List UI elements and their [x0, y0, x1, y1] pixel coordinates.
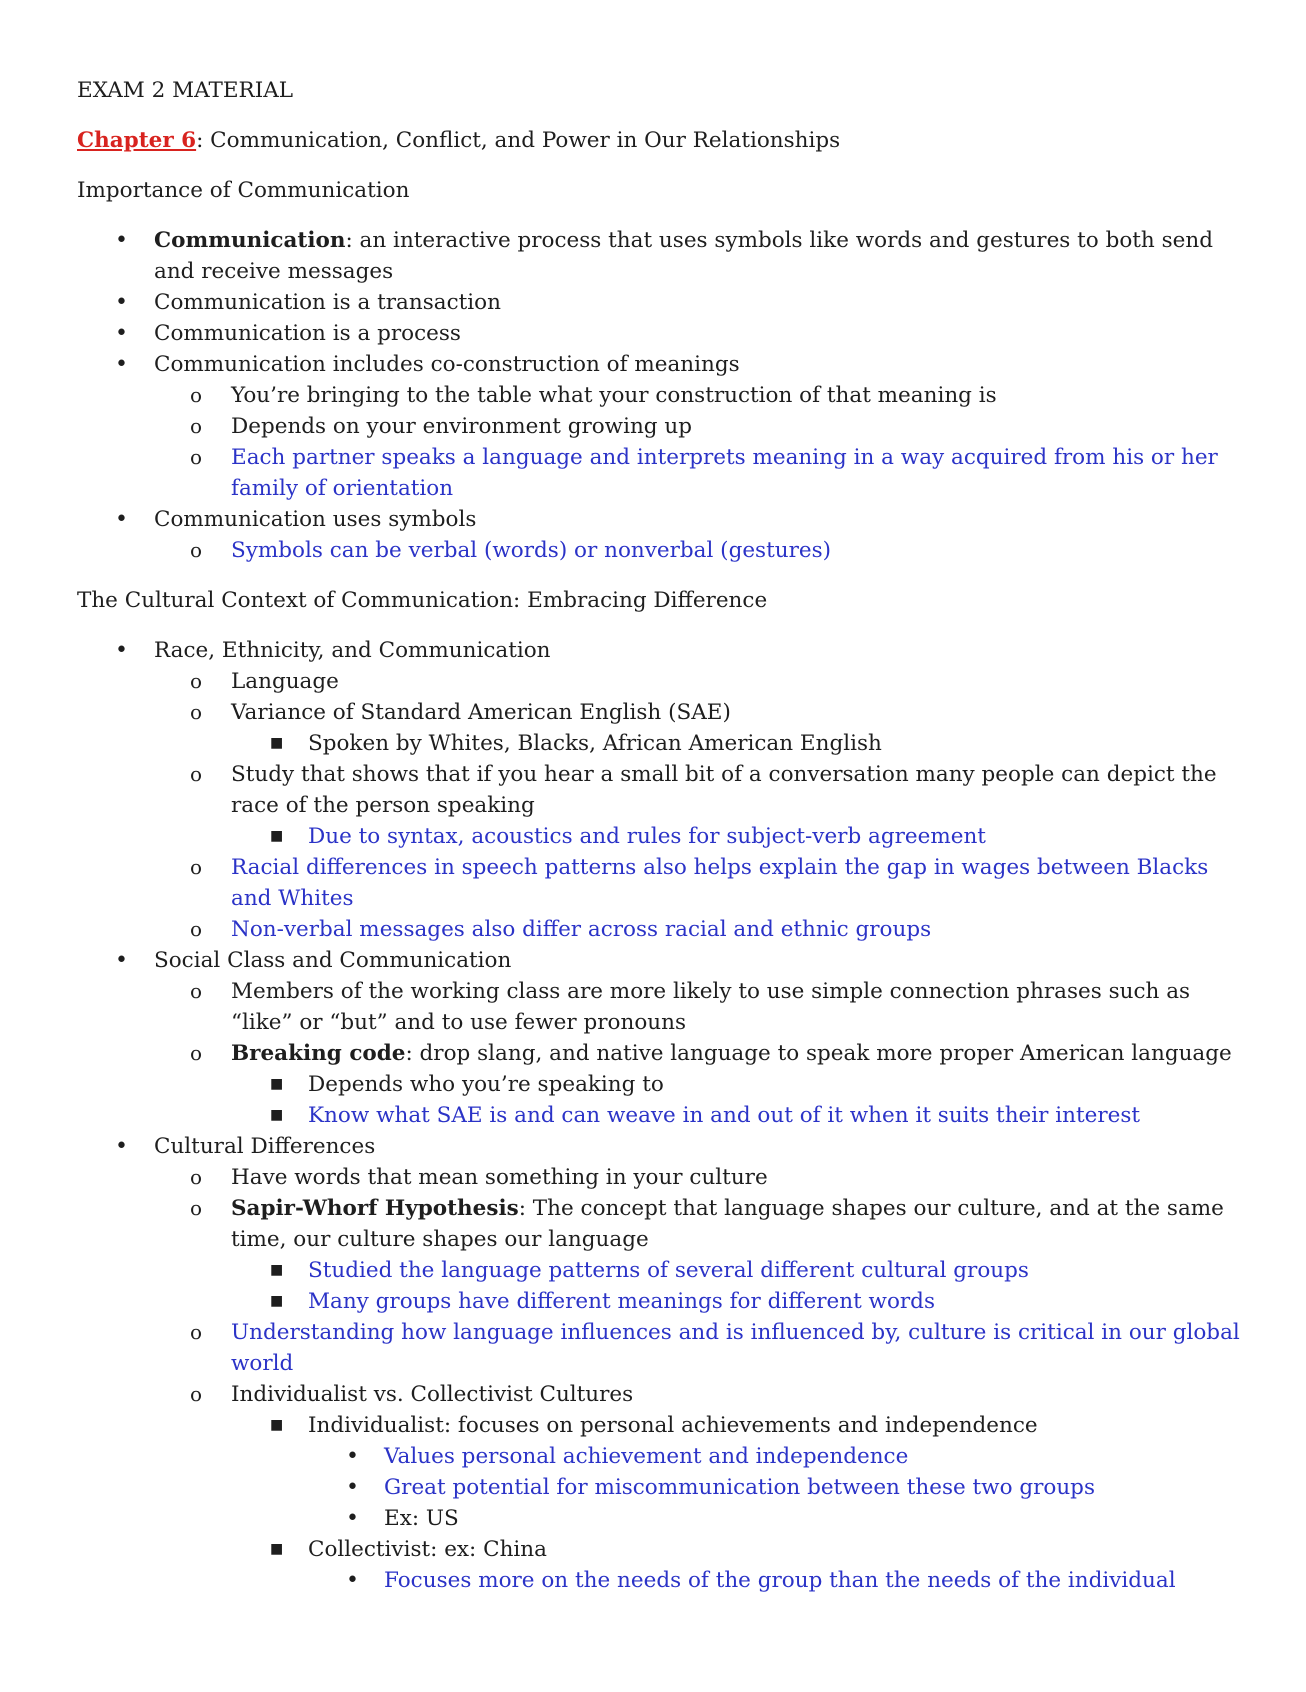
sub-sub-sub-item: • Great potential for miscommunication between these two groups	[346, 1475, 1095, 1500]
list-item: • Race, Ethnicity, and Communication	[115, 638, 551, 663]
sub-item: o Understanding how language influences and is influenced by, culture is critical in our global world	[190, 1320, 1240, 1376]
sub-item: o Racial differences in speech patterns also helps explain the gap in wages between Blacks and Whites	[190, 855, 1209, 911]
sub-item: o You’re bringing to the table what your construction of that meaning is	[190, 383, 997, 408]
list-item: • Cultural Differences	[115, 1134, 376, 1159]
sub-item: o Language	[190, 669, 339, 694]
sub-item: o Non-verbal messages also differ across racial and ethnic groups	[190, 917, 932, 942]
sub-item: o Have words that mean something in your culture	[190, 1165, 768, 1190]
sub-item: o Members of the working class are more likely to use simple connection phrases such as “like” or “but” and to use fewer pronouns	[190, 979, 1191, 1035]
sub-item: o Depends on your environment growing up	[190, 414, 693, 439]
sub-item: o Individualist vs. Collectivist Cultures	[190, 1382, 634, 1407]
list-item: • Communication: an interactive process that uses symbols like words and gestures to both send and receive messages	[115, 228, 1213, 284]
sub-sub-item: ■ Collectivist: ex: China	[270, 1537, 547, 1562]
sub-sub-item: ■ Many groups have different meanings for different words	[270, 1289, 935, 1314]
sub-sub-item: ■ Due to syntax, acoustics and rules for subject-verb agreement	[270, 824, 986, 849]
sub-item: o Symbols can be verbal (words) or nonverbal (gestures)	[190, 538, 831, 563]
chapter-link[interactable]: Chapter 6	[77, 128, 197, 153]
list-item: • Communication is a transaction	[115, 290, 501, 315]
sub-item: o Study that shows that if you hear a small bit of a conversation many people can depict the race of the person speaking	[190, 762, 1217, 818]
list-item: • Communication uses symbols	[115, 507, 477, 532]
sub-sub-sub-item: • Focuses more on the needs of the group than the needs of the individual	[346, 1568, 1176, 1593]
sub-sub-item: ■ Individualist: focuses on personal achievements and independence	[270, 1413, 1038, 1438]
sub-item: o Each partner speaks a language and interprets meaning in a way acquired from his or her family of orientation	[190, 445, 1218, 501]
section-heading-importance: Importance of Communication	[77, 178, 410, 203]
sub-item: o Variance of Standard American English (SAE)	[190, 700, 731, 725]
sub-sub-sub-item: • Ex: US	[346, 1506, 459, 1531]
sub-sub-sub-item: • Values personal achievement and independence	[346, 1444, 909, 1469]
term: Breaking code	[231, 1041, 406, 1066]
list-item: • Communication includes co-construction of meanings	[115, 352, 740, 377]
list-item: • Communication is a process	[115, 321, 461, 346]
sub-item: o Sapir-Whorf Hypothesis: The concept that language shapes our culture, and at the same time, our culture shapes our language	[190, 1196, 1224, 1252]
importance-list	[77, 225, 1246, 566]
sub-item: o Breaking code: drop slang, and native language to speak more proper American language	[190, 1041, 1232, 1066]
list-item: • Social Class and Communication	[115, 948, 512, 973]
doc-header: EXAM 2 MATERIAL	[77, 78, 294, 103]
sub-sub-item: ■ Depends who you’re speaking to	[270, 1072, 664, 1097]
sub-sub-item: ■ Know what SAE is and can weave in and out of it when it suits their interest	[270, 1103, 1141, 1128]
cultural-context-list	[77, 635, 1246, 1596]
term: Sapir-Whorf Hypothesis	[231, 1196, 519, 1221]
chapter-heading	[77, 125, 1246, 156]
term: Communication	[154, 228, 346, 253]
sub-sub-item: ■ Spoken by Whites, Blacks, African American English	[270, 731, 882, 756]
sub-sub-item: ■ Studied the language patterns of several different cultural groups	[270, 1258, 1029, 1283]
chapter-title: : Communication, Conflict, and Power in Our Relationships	[196, 128, 841, 153]
section-heading-cultural-context: The Cultural Context of Communication: Embracing Difference	[77, 588, 768, 613]
